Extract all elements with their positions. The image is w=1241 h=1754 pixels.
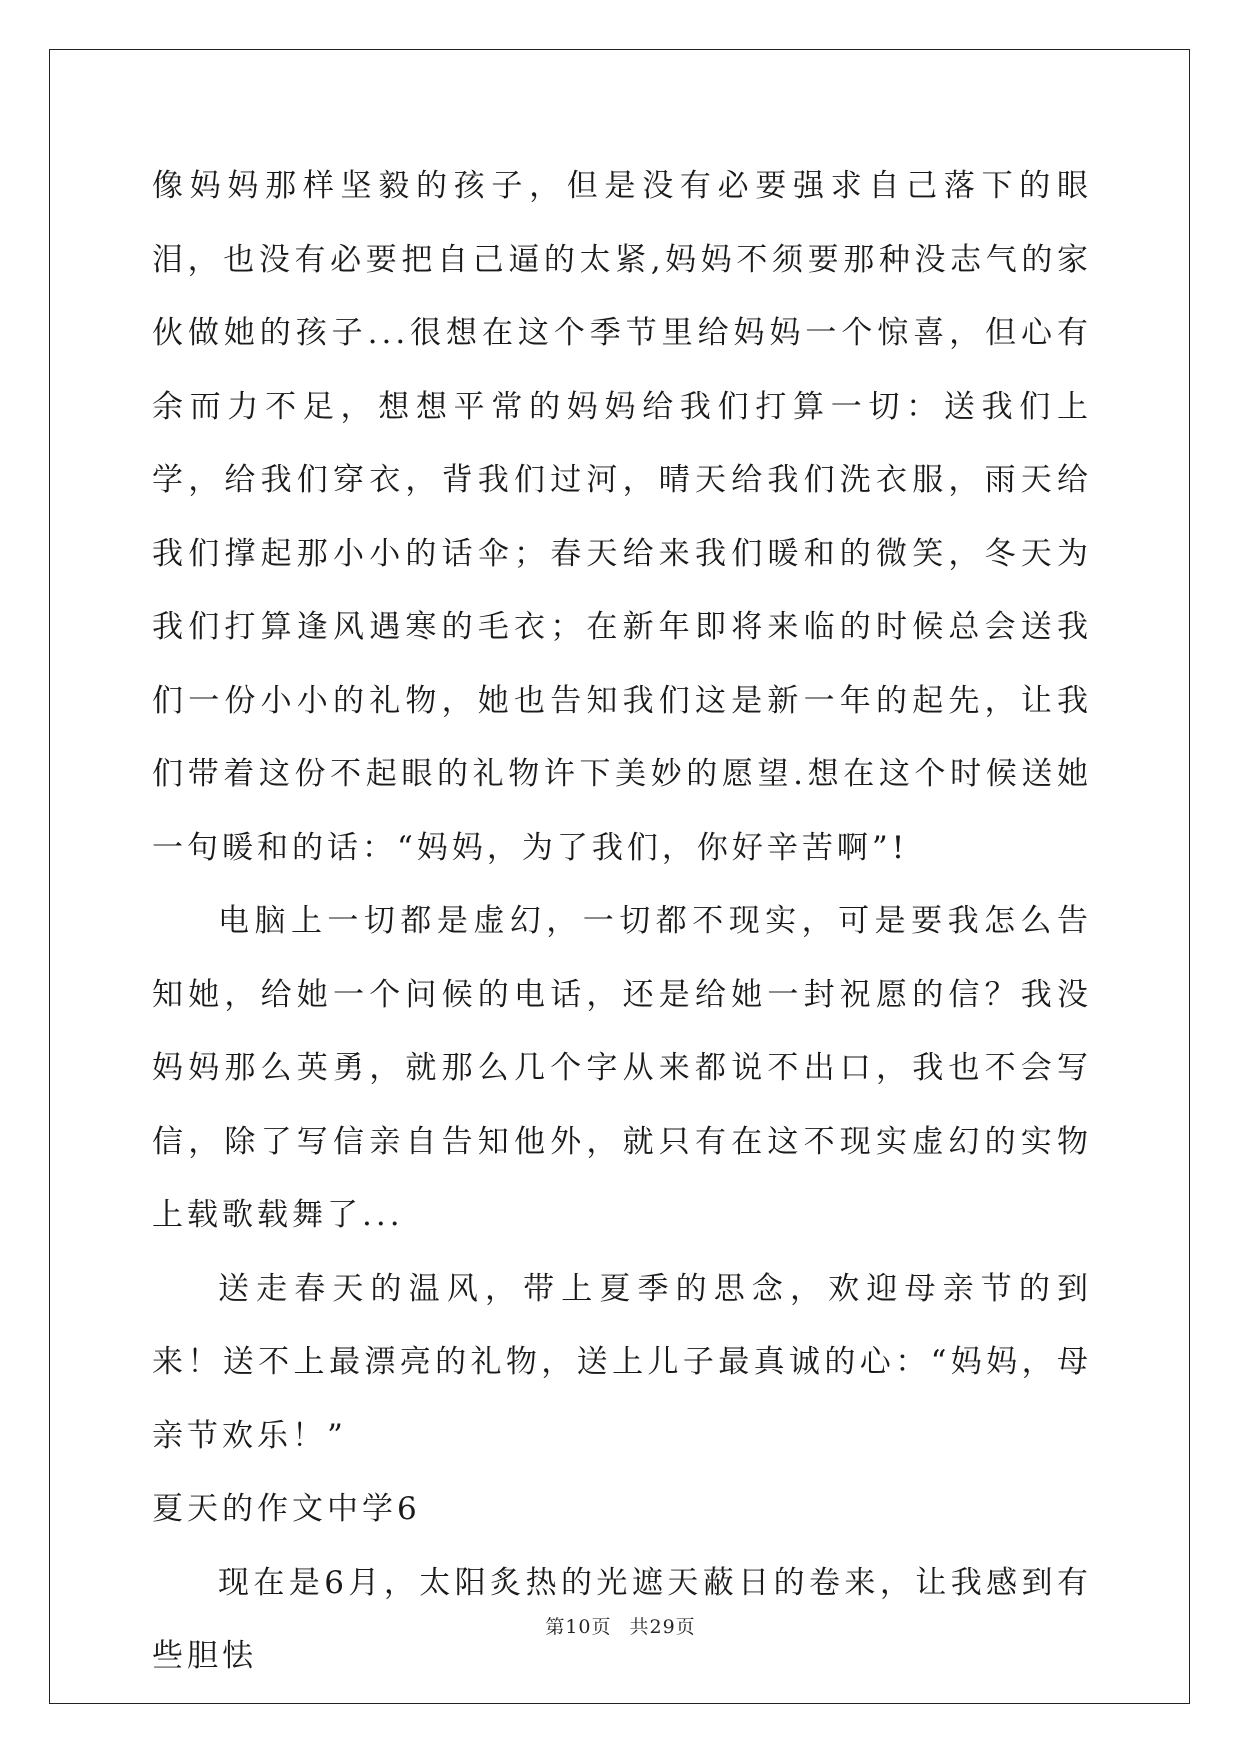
paragraph-1: 像妈妈那样坚毅的孩子，但是没有必要强求自己落下的眼泪，也没有必要把自己逼的太紧,妈妈不须要那种没志气的家伙做她的孩子...很想在这个季节里给妈妈一个惊喜，但心有余而力不足，想想平常的妈妈给我们打算一切：送我们上学，给我们穿衣，背我们过河，晴天给我们洗衣服，雨天给我们撑起那小小的话伞；春天给来我们暖和的微笑，冬天为我们打算逢风遇寒的毛衣；在新年即将来临的时候总会送我们一份小小的礼物，她也告知我们这是新一年的起先，让我们带着这份不起眼的礼物许下美妙的愿望.想在这个时候送她一句暖和的话：“妈妈，为了我们，你好辛苦啊”!: [152, 168, 1092, 866]
paragraph-3: 送走春天的温风，带上夏季的思念，欢迎母亲节的到来！送不上最漂亮的礼物，送上儿子最真诚的心：“妈妈，母亲节欢乐！”: [152, 1270, 1092, 1454]
paragraph-4: 现在是6月，太阳炙热的光遮天蔽日的卷来，让我感到有些胆怯: [152, 1564, 1092, 1674]
section-heading: 夏天的作文中学6: [152, 1491, 421, 1527]
document-body: [152, 150, 1092, 1694]
page-total: 共29页: [629, 1616, 696, 1638]
page-footer: [0, 1612, 1241, 1639]
page-number: 第10页: [545, 1616, 612, 1638]
paragraph-2: 电脑上一切都是虚幻，一切都不现实，可是要我怎么告知她，给她一个问候的电话，还是给她一封祝愿的信？我没妈妈那么英勇，就那么几个字从来都说不出口，我也不会写信，除了写信亲自告知他外，就只有在这不现实虚幻的实物上载歌载舞了...: [152, 903, 1092, 1233]
